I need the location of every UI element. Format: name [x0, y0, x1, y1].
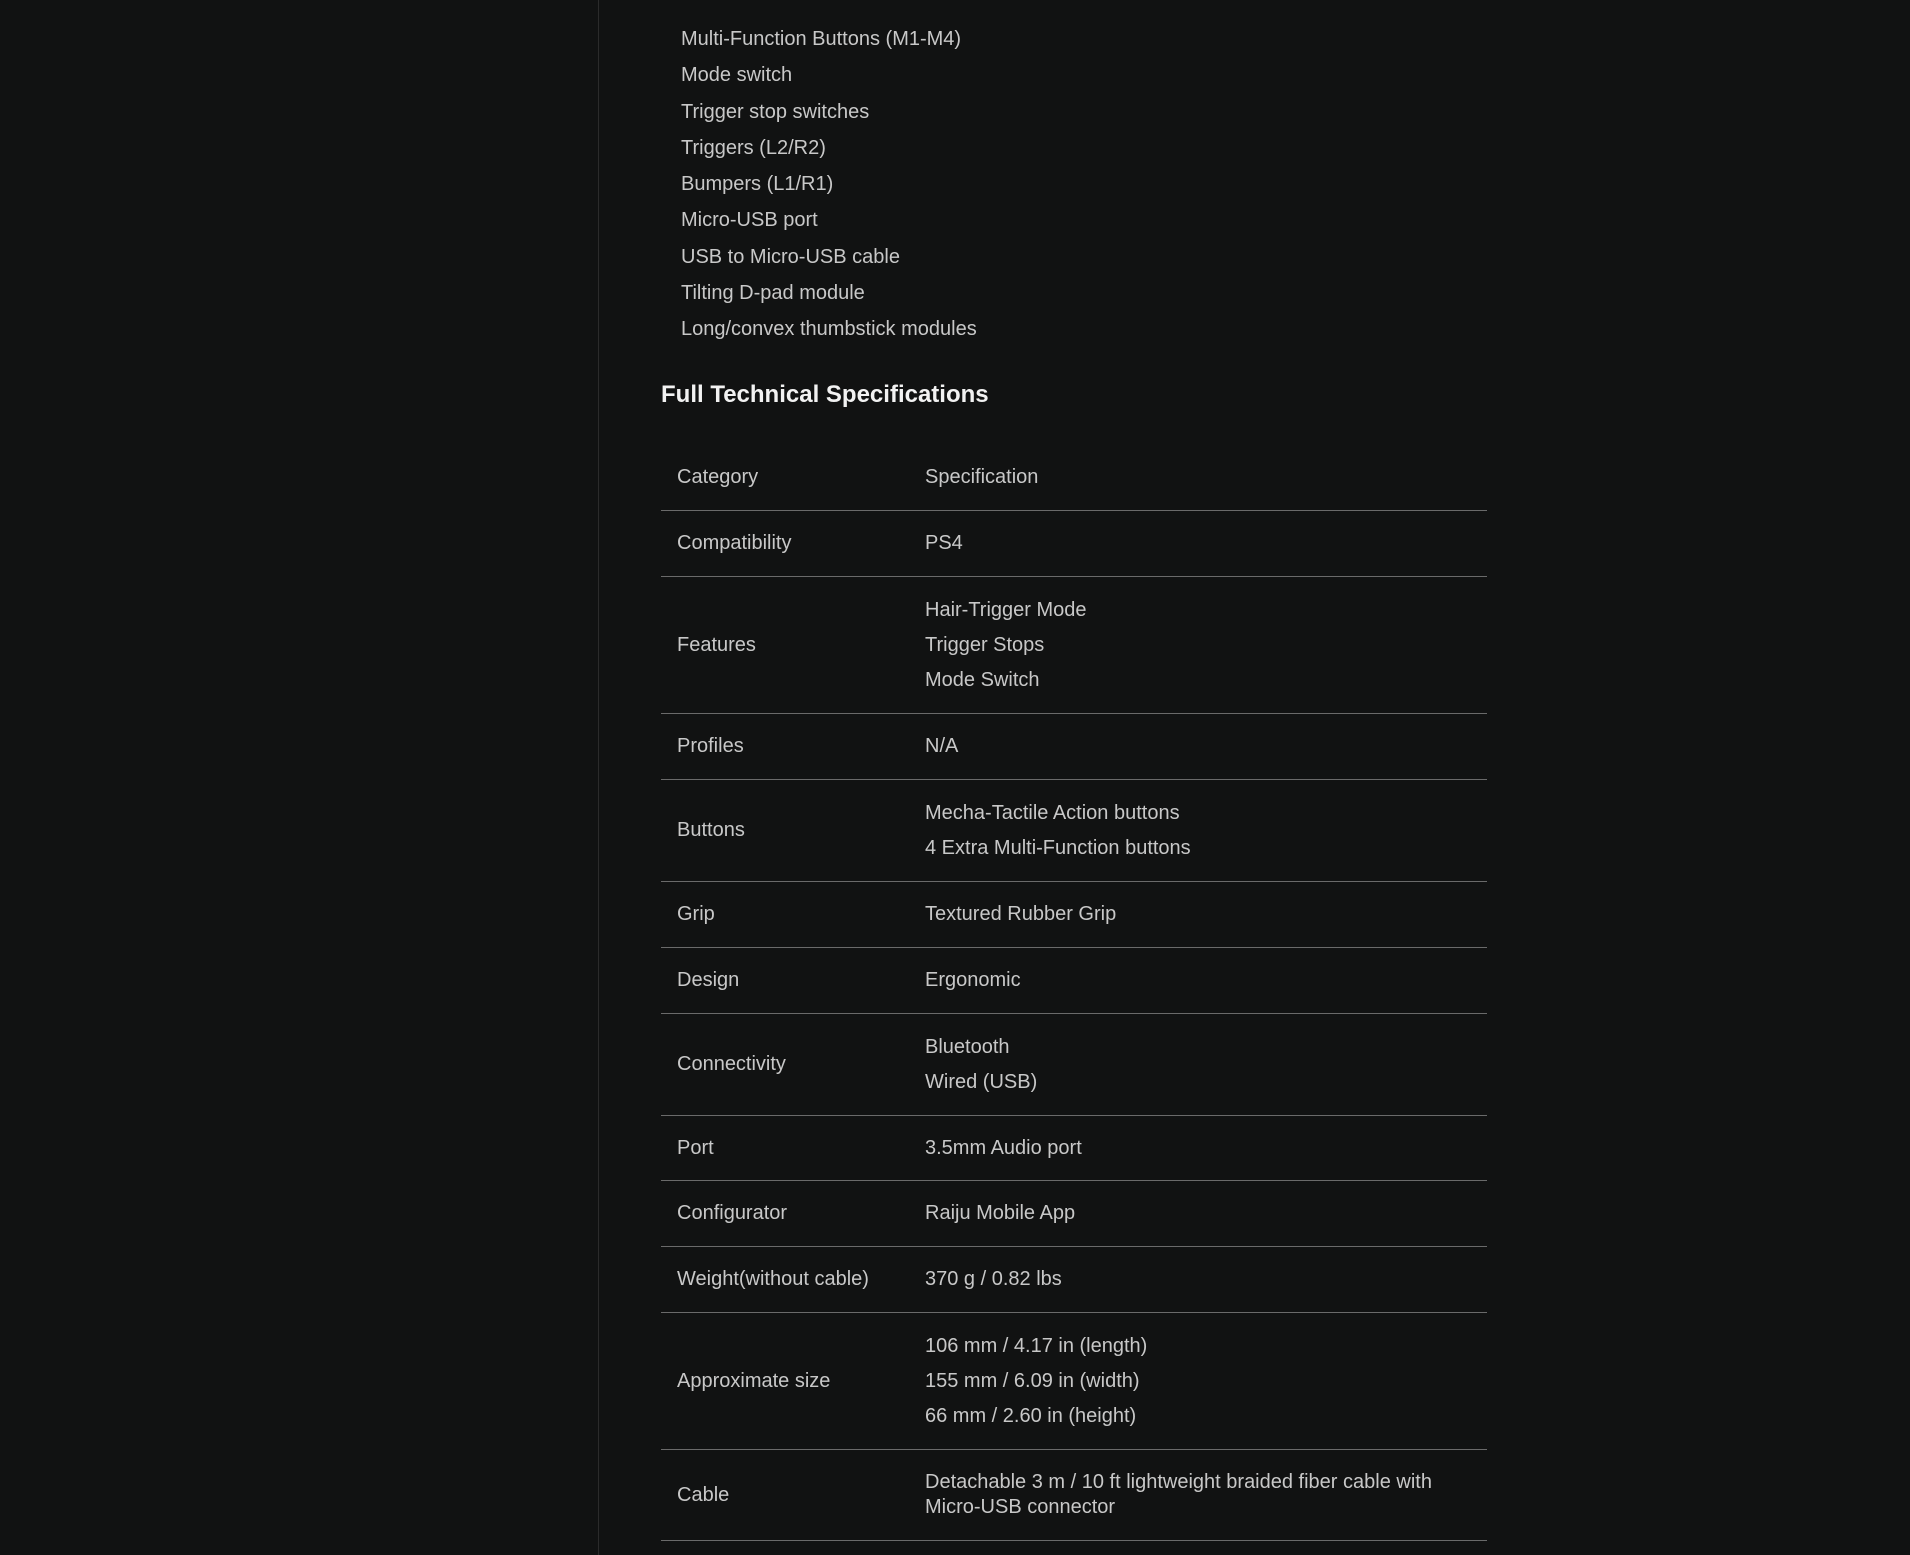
spec-category: Weight(without cable) — [661, 1247, 909, 1313]
list-item: Long/convex thumbstick modules — [681, 318, 977, 341]
list-item: USB to Micro-USB cable — [681, 245, 900, 268]
spec-value — [909, 1116, 1487, 1181]
column-header-category: Category — [661, 444, 909, 511]
left-sidebar-panel — [0, 0, 599, 1555]
spec-value — [909, 1450, 1487, 1541]
table-row — [661, 780, 1487, 882]
spec-value-line: N/A — [925, 735, 959, 757]
spec-category: Port — [661, 1116, 909, 1181]
spec-value — [909, 1181, 1487, 1247]
spec-value-line: 3.5mm Audio port — [925, 1136, 1082, 1159]
spec-value — [909, 714, 1487, 780]
spec-category: Buttons — [661, 780, 909, 882]
spec-value-line: Detachable 3 m / 10 ft lightweight braided fiber cable with Micro-USB connector — [925, 1471, 1432, 1518]
spec-category: Approximate size — [661, 1313, 909, 1450]
list-item: Mode switch — [681, 64, 793, 87]
table-row — [661, 1247, 1487, 1313]
spec-value-line: 106 mm / 4.17 in (length) — [925, 1334, 1148, 1357]
spec-value — [909, 882, 1487, 948]
spec-value-line: Trigger Stops — [925, 633, 1045, 656]
table-row — [661, 714, 1487, 780]
table-row — [661, 882, 1487, 948]
table-row — [661, 1313, 1487, 1450]
list-item: Triggers (L2/R2) — [681, 136, 826, 159]
spec-category: Design — [661, 948, 909, 1014]
table-row — [661, 1014, 1487, 1116]
spec-table — [661, 444, 1487, 1541]
spec-category: Features — [661, 577, 909, 714]
features-list — [681, 21, 977, 348]
table-row — [661, 511, 1487, 577]
table-row — [661, 577, 1487, 714]
spec-category: Grip — [661, 882, 909, 948]
spec-value-line: Hair-Trigger Mode — [925, 598, 1087, 621]
spec-value — [909, 948, 1487, 1014]
spec-category: Configurator — [661, 1181, 909, 1247]
list-item: Trigger stop switches — [681, 100, 870, 123]
spec-value — [909, 1313, 1487, 1450]
spec-value-line: Ergonomic — [925, 969, 1021, 991]
spec-category: Profiles — [661, 714, 909, 780]
spec-value — [909, 577, 1487, 714]
spec-value-line: 4 Extra Multi-Function buttons — [925, 836, 1191, 859]
spec-value-line: Bluetooth — [925, 1035, 1010, 1058]
table-row — [661, 1116, 1487, 1181]
spec-value-line: Textured Rubber Grip — [925, 903, 1117, 925]
spec-value — [909, 1247, 1487, 1313]
spec-value-line: 66 mm / 2.60 in (height) — [925, 1404, 1137, 1427]
spec-value-line: 370 g / 0.82 lbs — [925, 1268, 1062, 1290]
table-row — [661, 948, 1487, 1014]
spec-value-line: 155 mm / 6.09 in (width) — [925, 1369, 1140, 1392]
list-item: Tilting D-pad module — [681, 282, 865, 305]
spec-value — [909, 511, 1487, 577]
spec-value-line: Mode Switch — [925, 668, 1040, 691]
table-header-row — [661, 444, 1487, 511]
spec-value-line: Raiju Mobile App — [925, 1202, 1076, 1224]
spec-value-line: Wired (USB) — [925, 1070, 1038, 1093]
list-item: Bumpers (L1/R1) — [681, 173, 834, 196]
list-item: Multi-Function Buttons (M1-M4) — [681, 28, 962, 50]
spec-value — [909, 1014, 1487, 1116]
spec-category: Compatibility — [661, 511, 909, 577]
spec-value-line: PS4 — [925, 532, 963, 554]
section-title: Full Technical Specifications — [661, 381, 989, 408]
table-row — [661, 1181, 1487, 1247]
spec-value — [909, 780, 1487, 882]
list-item: Micro-USB port — [681, 209, 818, 232]
table-row — [661, 1450, 1487, 1541]
column-header-specification: Specification — [909, 444, 1487, 511]
spec-category: Cable — [661, 1450, 909, 1541]
spec-value-line: Mecha-Tactile Action buttons — [925, 801, 1180, 824]
spec-category: Connectivity — [661, 1014, 909, 1116]
